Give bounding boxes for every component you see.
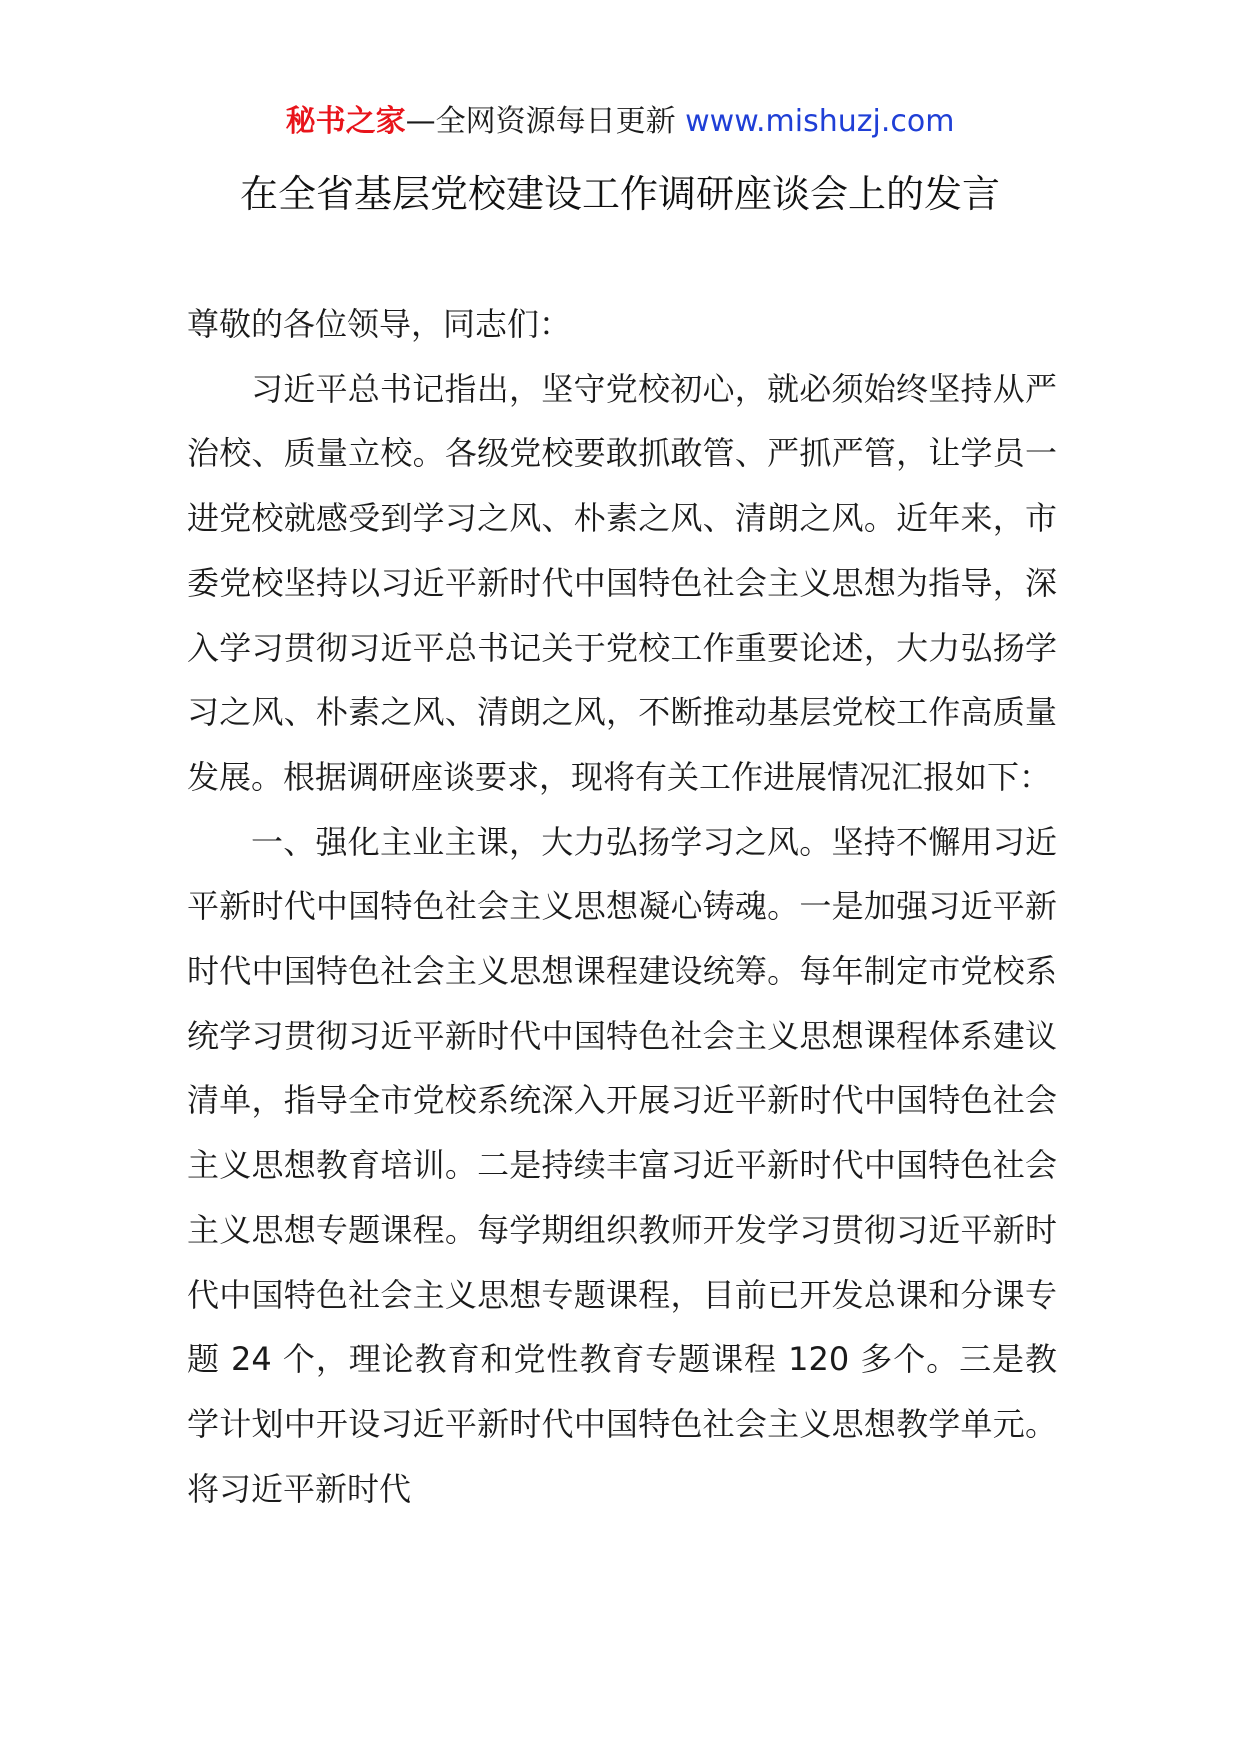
salutation: 尊敬的各位领导，同志们： [187,305,572,343]
site-tagline: —全网资源每日更新 [405,104,686,139]
document-title: 在全省基层党校建设工作调研座谈会上的发言 [239,172,1000,216]
paragraph-section-one: 一、强化主业主课，大力弘扬学习之风。坚持不懈用习近平新时代中国特色社会主义思想凝心铸魂。一是加强习近平新时代中国特色社会主义思想课程建设统筹。每年制定市党校系统学习贯彻习近平新时代中国特色社会主义思想课程体系建议清单，指导全市党校系统深入开展习近平新时代中国特色社会主义思想教育培训。二是持续丰富习近平新时代中国特色社会主义思想专题课程。每学期组织教师开发学习贯彻习近平新时代中国特色社会主义思想专题课程，目前已开发总课和分课专题 24 个，理论教育和党性教育专题课程 120 多个。三是教学计划中开设习近平新时代中国特色社会主义思想教学单元。将习近平新时代 [187,822,1057,1508]
site-url-link[interactable]: www.mishuzj.com [685,104,955,139]
site-brand-name: 秘书之家 [285,104,406,139]
paragraph-intro: 习近平总书记指出，坚守党校初心，就必须始终坚持从严治校、质量立校。各级党校要敢抓敢管、严抓严管，让学员一进党校就感受到学习之风、朴素之风、清朗之风。近年来，市委党校坚持以习近平新时代中国特色社会主义思想为指导，深入学习贯彻习近平总书记关于党校工作重要论述，大力弘扬学习之风、朴素之风、清朗之风，不断推动基层党校工作高质量发展。根据调研座谈要求，现将有关工作进展情况汇报如下： [187,369,1057,796]
site-banner [0,100,1240,144]
document-body [187,292,1057,1521]
